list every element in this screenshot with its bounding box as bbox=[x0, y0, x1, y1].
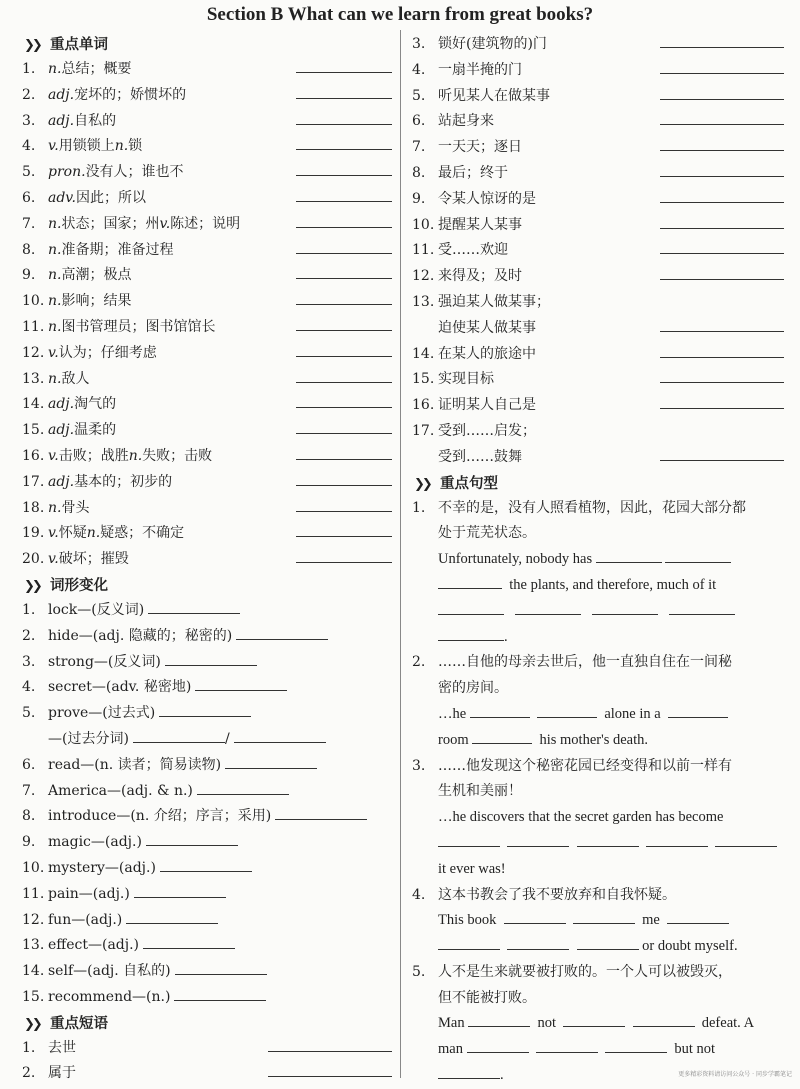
phrase-meaning: 证明某人自己是 bbox=[438, 397, 536, 414]
phrase-item bbox=[412, 187, 784, 213]
definition: 敌人 bbox=[61, 370, 90, 387]
item-number: 10. bbox=[412, 216, 435, 233]
word-form-prompt: magic—(adj.) bbox=[48, 834, 142, 851]
item-number: 11. bbox=[412, 242, 435, 259]
answer-blank[interactable] bbox=[438, 832, 500, 847]
answer-blank[interactable] bbox=[160, 857, 252, 872]
definition: 总结；概要 bbox=[61, 61, 132, 77]
item-number: 11. bbox=[22, 885, 45, 902]
item-number: 4. bbox=[412, 61, 426, 78]
section-header-forms: ❯❯ 词形变化 bbox=[22, 575, 392, 597]
phrase-item bbox=[412, 367, 784, 393]
answer-blank[interactable] bbox=[126, 909, 218, 924]
word-form-prompt: strong—(反义词) bbox=[48, 653, 161, 670]
answer-blank[interactable] bbox=[660, 162, 784, 177]
item-number: 2. bbox=[22, 627, 36, 644]
item-number: 16. bbox=[412, 397, 435, 414]
word-form-item bbox=[22, 830, 392, 856]
part-of-speech: v. bbox=[48, 447, 59, 464]
item-number: 8. bbox=[22, 241, 36, 258]
vocab-item bbox=[22, 444, 392, 470]
phrase-meaning: 一扇半掩的门 bbox=[438, 61, 522, 78]
phrase-meaning: 令某人惊讶的是 bbox=[438, 190, 536, 207]
item-number: 13. bbox=[22, 370, 45, 387]
right-column bbox=[412, 32, 784, 1089]
word-form-item bbox=[22, 779, 392, 805]
answer-blank[interactable] bbox=[296, 368, 392, 383]
definition: 状态；国家；州 bbox=[61, 215, 160, 232]
part-of-speech: adj. bbox=[48, 112, 75, 129]
phrase-item bbox=[412, 84, 784, 110]
answer-blank[interactable] bbox=[633, 1012, 695, 1027]
answer-blank[interactable] bbox=[507, 935, 569, 950]
answer-blank[interactable] bbox=[268, 1062, 392, 1077]
slash-separator: / bbox=[224, 730, 230, 747]
phrase-item bbox=[412, 161, 784, 187]
left-column bbox=[22, 32, 392, 1087]
phrase-meaning: 在某人的旅途中 bbox=[438, 345, 536, 362]
vocab-item bbox=[22, 263, 392, 289]
sentence-3: 3. ……他发现这个秘密花园已经变得和以前一样有 生机和美丽！ …he discovers that the secret garden has become it ever was! bbox=[412, 754, 784, 883]
phrase-item bbox=[22, 1061, 392, 1087]
phrase-item bbox=[412, 342, 784, 368]
phrase-meaning: 强迫某人做某事； bbox=[438, 293, 550, 310]
answer-blank[interactable] bbox=[225, 754, 317, 769]
vocab-item bbox=[22, 212, 392, 238]
answer-blank[interactable] bbox=[296, 471, 392, 486]
double-chevron-icon: ❯❯ bbox=[414, 476, 430, 492]
item-number: 1. bbox=[22, 1039, 36, 1056]
item-number: 14. bbox=[22, 963, 45, 980]
answer-blank[interactable] bbox=[472, 729, 532, 744]
answer-blank[interactable] bbox=[660, 188, 784, 203]
answer-blank[interactable] bbox=[468, 1012, 530, 1027]
phrase-meaning: 受到……鼓舞 bbox=[438, 448, 522, 465]
phrase-meaning: 受到……启发； bbox=[438, 422, 536, 439]
answer-blank[interactable] bbox=[660, 33, 784, 48]
item-number: 7. bbox=[412, 139, 426, 156]
answer-blank[interactable] bbox=[133, 728, 225, 743]
word-form-prompt: effect—(adj.) bbox=[48, 937, 140, 954]
part-of-speech: n. bbox=[128, 447, 143, 464]
answer-blank[interactable] bbox=[605, 1038, 667, 1053]
definition: 自私的 bbox=[74, 112, 117, 129]
item-number: 6. bbox=[22, 756, 36, 773]
definition: 基本的；初步的 bbox=[74, 473, 173, 490]
definition: 宠坏的；娇惯坏的 bbox=[74, 86, 187, 103]
phrase-meaning: 迫使某人做某事 bbox=[438, 319, 536, 336]
answer-blank[interactable] bbox=[660, 446, 784, 461]
page-title: Section B What can we learn from great books? bbox=[206, 4, 594, 25]
word-form-item bbox=[22, 598, 392, 624]
part-of-speech: n. bbox=[48, 267, 62, 284]
phrase-meaning: 去世 bbox=[48, 1039, 76, 1056]
answer-blank[interactable] bbox=[665, 548, 731, 563]
part-of-speech: v. bbox=[48, 344, 59, 361]
part-of-speech: adj. bbox=[48, 473, 75, 490]
part-of-speech: n. bbox=[48, 318, 62, 335]
part-of-speech: n. bbox=[48, 61, 62, 77]
word-form-prompt: lock—(反义词) bbox=[48, 601, 145, 618]
item-number: 13. bbox=[22, 937, 45, 954]
phrase-meaning: 站起身来 bbox=[438, 113, 494, 130]
definition: 疑惑；不确定 bbox=[100, 525, 185, 542]
phrases-list-right bbox=[412, 32, 784, 471]
phrase-item bbox=[412, 290, 784, 316]
definition: 击败；战胜 bbox=[58, 447, 129, 464]
word-form-item bbox=[22, 624, 392, 650]
part-of-speech: adj. bbox=[48, 422, 75, 439]
word-form-prompt: America—(adj. & n.) bbox=[48, 782, 193, 799]
phrase-item bbox=[412, 135, 784, 161]
answer-blank[interactable] bbox=[134, 883, 226, 898]
answer-blank[interactable] bbox=[715, 832, 777, 847]
item-number: 12. bbox=[412, 268, 435, 285]
vocab-item bbox=[22, 367, 392, 393]
item-number: 6. bbox=[412, 113, 426, 130]
answer-blank[interactable] bbox=[296, 316, 392, 331]
answer-blank[interactable] bbox=[438, 626, 504, 641]
answer-blank[interactable] bbox=[577, 832, 639, 847]
answer-blank[interactable] bbox=[296, 342, 392, 357]
definition: 淘气的 bbox=[74, 396, 117, 413]
phrase-item bbox=[412, 316, 784, 342]
phrase-item bbox=[412, 393, 784, 419]
vocab-item bbox=[22, 392, 392, 418]
item-number: 10. bbox=[22, 293, 45, 310]
vocab-item bbox=[22, 134, 392, 160]
phrase-item bbox=[412, 264, 784, 290]
part-of-speech: n. bbox=[48, 241, 62, 258]
item-number: 5. bbox=[22, 164, 36, 181]
part-of-speech: adj. bbox=[48, 86, 75, 103]
answer-blank[interactable] bbox=[296, 84, 392, 99]
answer-blank[interactable] bbox=[268, 1037, 392, 1052]
phrase-item bbox=[412, 213, 784, 239]
vocab-item bbox=[22, 57, 392, 83]
answer-blank[interactable] bbox=[296, 110, 392, 125]
answer-blank[interactable] bbox=[296, 548, 392, 563]
item-number: 5. bbox=[412, 87, 426, 104]
answer-blank[interactable] bbox=[563, 1012, 625, 1027]
item-number: 11. bbox=[22, 318, 45, 335]
item-number: 2. bbox=[22, 86, 36, 103]
answer-blank[interactable] bbox=[438, 600, 504, 615]
answer-blank[interactable] bbox=[669, 600, 735, 615]
word-form-prompt: mystery—(adj.) bbox=[48, 859, 156, 876]
definition: 用锁锁上 bbox=[58, 138, 115, 155]
answer-blank[interactable] bbox=[148, 599, 240, 614]
phrase-item bbox=[412, 238, 784, 264]
section-header-phrases: ❯❯ 重点短语 bbox=[22, 1013, 392, 1035]
word-form-item bbox=[22, 959, 392, 985]
answer-blank[interactable] bbox=[470, 703, 530, 718]
definition: 没有人；谁也不 bbox=[85, 164, 184, 181]
phrase-meaning: 一天天；逐日 bbox=[438, 139, 522, 156]
part-of-speech: adj. bbox=[48, 396, 75, 413]
word-form-prompt: prove—(过去式) bbox=[48, 705, 156, 722]
definition: 图书管理员；图书馆馆长 bbox=[61, 318, 216, 335]
word-form-item bbox=[22, 701, 392, 727]
sentence-1: 1. 不幸的是，没有人照看植物，因此，花园大部分都 处于荒芜状态。 Unfortunately, nobody has the plants, and therefore, much of it . bbox=[412, 499, 746, 645]
part-of-speech: n. bbox=[48, 370, 62, 387]
vocab-item bbox=[22, 109, 392, 135]
item-number: 1. bbox=[22, 61, 36, 77]
footer-watermark: 更多精彩资料请访问公众号 · 同步学霸笔记 bbox=[678, 1071, 792, 1078]
word-form-item bbox=[22, 882, 392, 908]
answer-blank[interactable] bbox=[296, 522, 392, 537]
item-number: 13. bbox=[412, 293, 435, 310]
item-number: 3. bbox=[22, 112, 36, 129]
word-form-prompt: hide—(adj. 隐藏的；秘密的) bbox=[48, 627, 233, 644]
answer-blank[interactable] bbox=[234, 728, 326, 743]
word-form-item bbox=[22, 804, 392, 830]
part-of-speech: v. bbox=[48, 138, 59, 155]
answer-blank[interactable] bbox=[660, 59, 784, 74]
word-form-prompt: —(过去分词) bbox=[48, 730, 129, 747]
item-number: 17. bbox=[412, 422, 435, 439]
item-number: 4. bbox=[22, 679, 36, 696]
word-form-prompt: pain—(adj.) bbox=[48, 885, 130, 902]
part-of-speech: n. bbox=[114, 138, 129, 155]
item-number: 18. bbox=[22, 499, 45, 516]
answer-blank[interactable] bbox=[660, 110, 784, 125]
answer-blank[interactable] bbox=[296, 239, 392, 254]
item-number: 15. bbox=[22, 422, 45, 439]
vocab-item bbox=[22, 470, 392, 496]
answer-blank[interactable] bbox=[438, 574, 502, 589]
answer-blank[interactable] bbox=[296, 58, 392, 73]
item-number: 12. bbox=[22, 344, 45, 361]
answer-blank[interactable] bbox=[660, 265, 784, 280]
item-number: 10. bbox=[22, 859, 45, 876]
part-of-speech: v. bbox=[159, 215, 171, 232]
answer-blank[interactable] bbox=[660, 136, 784, 151]
answer-blank[interactable] bbox=[592, 600, 658, 615]
part-of-speech: pron. bbox=[48, 164, 86, 181]
part-of-speech: n. bbox=[48, 499, 62, 516]
phrase-meaning: 来得及；及时 bbox=[438, 268, 522, 285]
answer-blank[interactable] bbox=[197, 780, 289, 795]
answer-blank[interactable] bbox=[660, 317, 784, 332]
word-form-item bbox=[22, 675, 392, 701]
definition: 影响；结果 bbox=[61, 293, 132, 310]
phrase-meaning: 听见某人在做某事 bbox=[438, 87, 550, 104]
answer-blank[interactable] bbox=[438, 935, 500, 950]
word-form-prompt: recommend—(n.) bbox=[48, 988, 171, 1005]
section-header-vocab: ❯❯ 重点单词 bbox=[22, 34, 392, 56]
word-form-item bbox=[22, 753, 392, 779]
word-form-item bbox=[22, 856, 392, 882]
definition: 失败；击败 bbox=[142, 447, 213, 464]
answer-blank[interactable] bbox=[296, 290, 392, 305]
section-header-sentences: ❯❯ 重点句型 bbox=[412, 473, 784, 495]
phrase-item bbox=[22, 1036, 392, 1062]
forms-list bbox=[22, 598, 392, 1011]
item-number: 9. bbox=[412, 190, 426, 207]
answer-blank[interactable] bbox=[596, 548, 662, 563]
answer-blank[interactable] bbox=[660, 85, 784, 100]
sentence-2: 2. ……自他的母亲去世后，他一直独自住在一间秘 密的房间。 …he alone in a room his mother's death. bbox=[412, 654, 732, 748]
answer-blank[interactable] bbox=[660, 214, 784, 229]
answer-blank[interactable] bbox=[536, 1038, 598, 1053]
answer-blank[interactable] bbox=[146, 831, 238, 846]
word-form-item bbox=[22, 985, 392, 1011]
item-number: 3. bbox=[412, 36, 426, 52]
answer-blank[interactable] bbox=[165, 651, 257, 666]
definition: 准备期；准备过程 bbox=[61, 241, 174, 258]
answer-blank[interactable] bbox=[573, 909, 635, 924]
word-form-prompt: self—(adj. 自私的) bbox=[48, 963, 171, 980]
answer-blank[interactable] bbox=[296, 497, 392, 512]
answer-blank[interactable] bbox=[577, 935, 639, 950]
item-number: 19. bbox=[22, 525, 45, 542]
answer-blank[interactable] bbox=[537, 703, 597, 718]
double-chevron-icon: ❯❯ bbox=[24, 1016, 40, 1032]
answer-blank[interactable] bbox=[507, 832, 569, 847]
vocab-item bbox=[22, 521, 392, 547]
part-of-speech: v. bbox=[48, 525, 59, 542]
definition: 破坏；摧毁 bbox=[58, 551, 129, 568]
part-of-speech: n. bbox=[48, 215, 62, 232]
answer-blank[interactable] bbox=[667, 909, 729, 924]
definition: 温柔的 bbox=[74, 422, 117, 439]
phrase-meaning: 受……欢迎 bbox=[438, 242, 508, 259]
part-of-speech: n. bbox=[86, 525, 101, 542]
answer-blank[interactable] bbox=[668, 703, 728, 718]
column-divider bbox=[400, 30, 401, 1078]
word-form-prompt: read—(n. 读者；简易读物) bbox=[48, 756, 222, 773]
word-form-prompt: fun—(adj.) bbox=[48, 911, 123, 928]
word-form-item bbox=[22, 650, 392, 676]
item-number: 15. bbox=[412, 371, 435, 388]
answer-blank[interactable] bbox=[174, 986, 266, 1001]
item-number: 17. bbox=[22, 473, 45, 490]
item-number: 12. bbox=[22, 911, 45, 928]
item-number: 6. bbox=[22, 189, 36, 206]
definition: 认为；仔细考虑 bbox=[58, 344, 157, 361]
phrase-meaning: 锁好(建筑物的)门 bbox=[438, 36, 547, 52]
double-chevron-icon: ❯❯ bbox=[24, 38, 40, 53]
word-form-item bbox=[22, 727, 392, 753]
sentence-5: 5. 人不是生来就要被打败的。一个人可以被毁灭， 但不能被打败。 Man not defeat. A man but not . bbox=[412, 963, 755, 1084]
phrase-meaning: 实现目标 bbox=[438, 371, 494, 388]
answer-blank[interactable] bbox=[143, 934, 235, 949]
vocab-item bbox=[22, 341, 392, 367]
answer-blank[interactable] bbox=[275, 805, 367, 820]
phrase-item bbox=[412, 419, 784, 445]
vocab-item bbox=[22, 315, 392, 341]
answer-blank[interactable] bbox=[296, 419, 392, 434]
vocab-item bbox=[22, 418, 392, 444]
double-chevron-icon: ❯❯ bbox=[24, 578, 40, 594]
answer-blank[interactable] bbox=[296, 213, 392, 228]
phrase-meaning: 最后；终于 bbox=[438, 164, 508, 181]
answer-blank[interactable] bbox=[660, 394, 784, 409]
answer-blank[interactable] bbox=[467, 1038, 529, 1053]
item-number: 9. bbox=[22, 834, 36, 851]
sentence-4: 4. 这本书教会了我不要放弃和自我怀疑。 This book me or doubt myself. bbox=[412, 886, 738, 955]
item-number: 8. bbox=[22, 808, 36, 825]
item-number: 2. bbox=[22, 1065, 36, 1082]
vocab-item bbox=[22, 289, 392, 315]
answer-blank[interactable] bbox=[236, 625, 328, 640]
item-number: 20. bbox=[22, 551, 45, 568]
definition: 陈述；说明 bbox=[170, 215, 241, 232]
phrase-meaning: 属于 bbox=[48, 1065, 76, 1082]
word-form-item bbox=[22, 908, 392, 934]
item-number: 3. bbox=[22, 653, 36, 670]
answer-blank[interactable] bbox=[515, 600, 581, 615]
vocab-item bbox=[22, 186, 392, 212]
vocab-item bbox=[22, 496, 392, 522]
item-number: 1. bbox=[22, 601, 36, 618]
vocab-list bbox=[22, 57, 392, 573]
answer-blank[interactable] bbox=[296, 393, 392, 408]
phrase-item bbox=[412, 109, 784, 135]
answer-blank[interactable] bbox=[296, 264, 392, 279]
answer-blank[interactable] bbox=[646, 832, 708, 847]
definition: 因此；所以 bbox=[76, 189, 147, 206]
vocab-item bbox=[22, 83, 392, 109]
vocab-item bbox=[22, 547, 392, 573]
item-number: 14. bbox=[412, 345, 435, 362]
item-number: 7. bbox=[22, 215, 36, 232]
answer-blank[interactable] bbox=[660, 239, 784, 254]
item-number: 9. bbox=[22, 267, 36, 284]
answer-blank[interactable] bbox=[504, 909, 566, 924]
item-number: 16. bbox=[22, 447, 45, 464]
answer-blank[interactable] bbox=[159, 702, 251, 717]
answer-blank[interactable] bbox=[296, 161, 392, 176]
answer-blank[interactable] bbox=[296, 135, 392, 150]
item-number: 8. bbox=[412, 164, 426, 181]
item-number: 7. bbox=[22, 782, 36, 799]
vocab-item bbox=[22, 160, 392, 186]
definition: 骨头 bbox=[61, 499, 90, 516]
answer-blank[interactable] bbox=[175, 960, 267, 975]
word-form-prompt: introduce—(n. 介绍；序言；采用) bbox=[48, 808, 272, 825]
item-number: 5. bbox=[22, 705, 36, 722]
part-of-speech: n. bbox=[48, 293, 62, 310]
answer-blank[interactable] bbox=[296, 445, 392, 460]
phrase-item bbox=[412, 32, 784, 58]
answer-blank[interactable] bbox=[660, 368, 784, 383]
word-form-item bbox=[22, 933, 392, 959]
phrase-meaning: 提醒某人某事 bbox=[438, 216, 522, 233]
part-of-speech: v. bbox=[48, 551, 59, 568]
word-form-prompt: secret—(adv. 秘密地) bbox=[48, 679, 192, 696]
item-number: 15. bbox=[22, 988, 45, 1005]
phrase-item bbox=[412, 445, 784, 471]
phrase-item bbox=[412, 58, 784, 84]
definition: 怀疑 bbox=[58, 525, 87, 542]
item-number: 14. bbox=[22, 396, 45, 413]
part-of-speech: adv. bbox=[48, 189, 77, 206]
item-number: 4. bbox=[22, 138, 36, 155]
answer-blank[interactable] bbox=[660, 343, 784, 358]
definition: 高潮；极点 bbox=[61, 267, 132, 284]
answer-blank[interactable] bbox=[195, 676, 287, 691]
definition: 锁 bbox=[128, 138, 143, 155]
answer-blank[interactable] bbox=[296, 187, 392, 202]
vocab-item bbox=[22, 238, 392, 264]
answer-blank[interactable] bbox=[438, 1064, 500, 1079]
